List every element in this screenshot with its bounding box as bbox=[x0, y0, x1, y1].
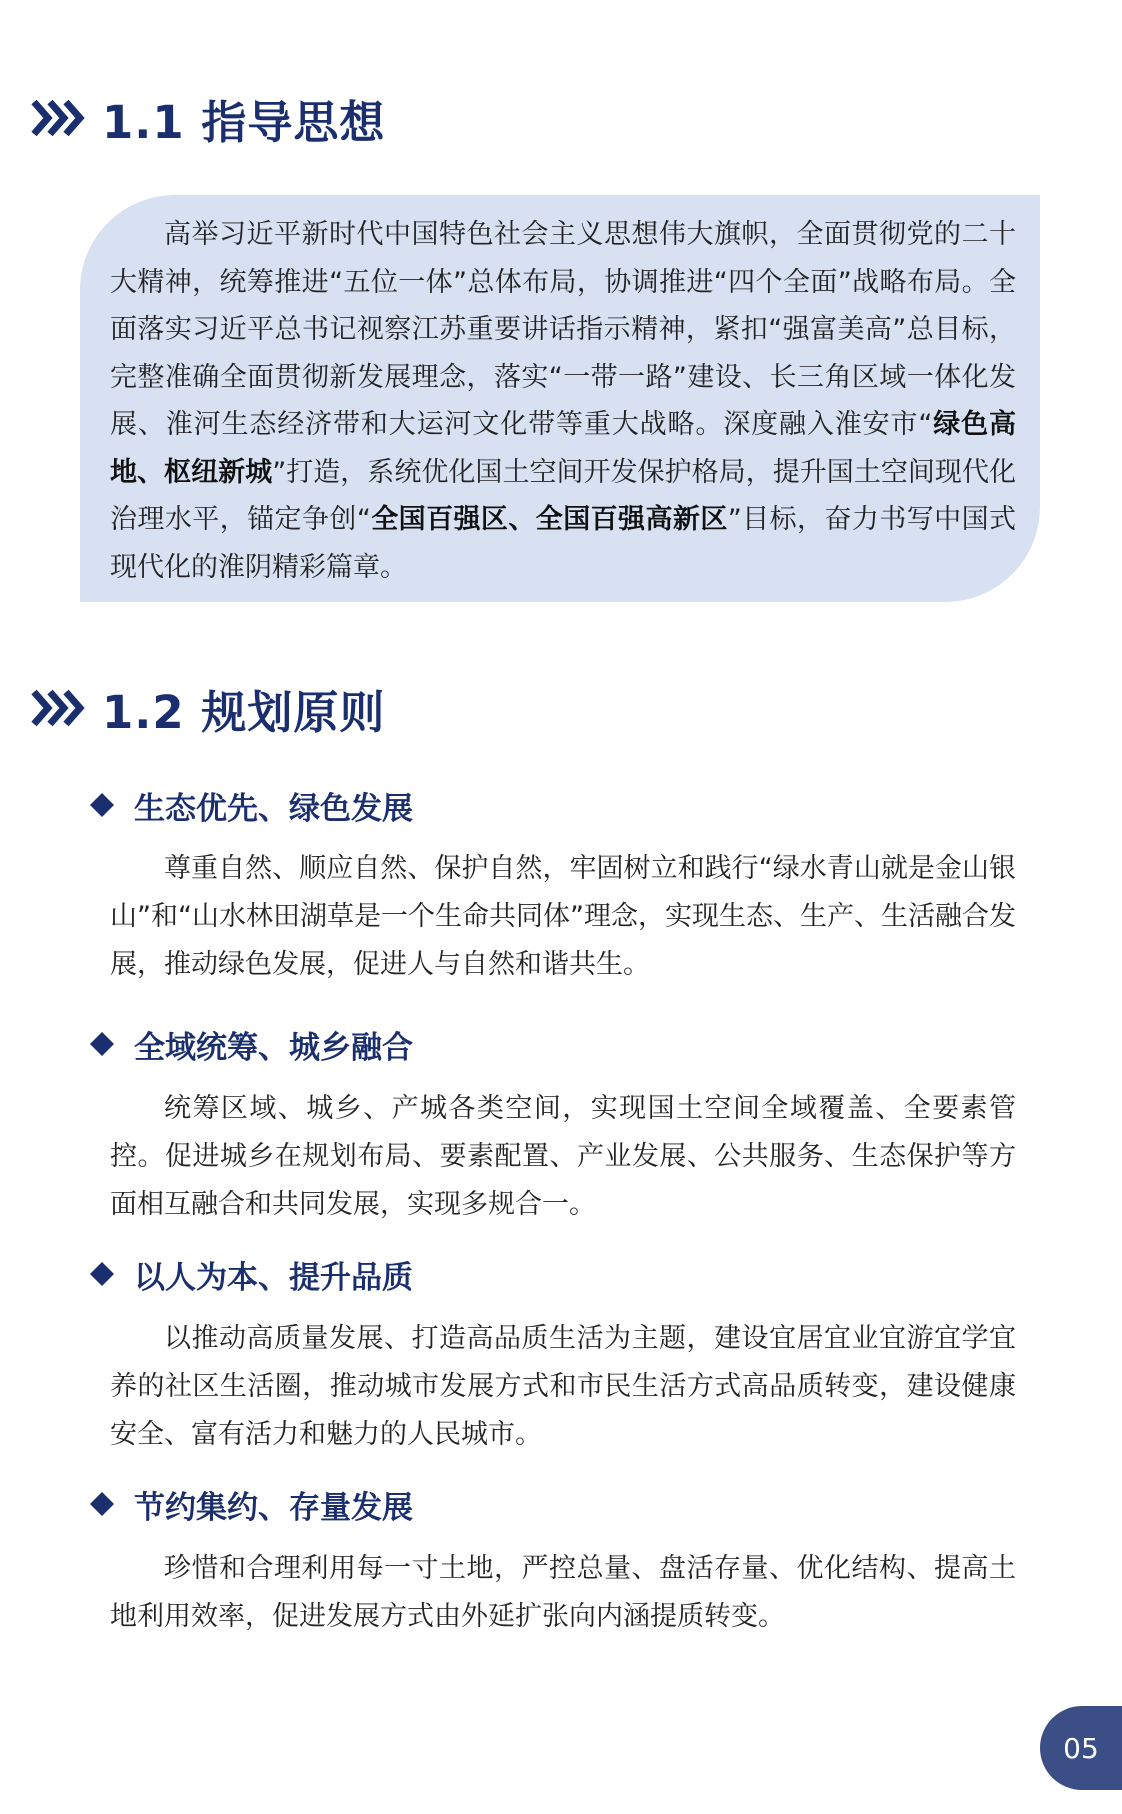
principle-heading bbox=[90, 783, 413, 827]
principle-title: 以人为本、提升品质 bbox=[134, 1259, 413, 1296]
section-heading-1-1 bbox=[30, 88, 385, 148]
principle-body: 统筹区域、城乡、产城各类空间，实现国土空间全域覆盖、全要素管控。促进城乡在规划布局、要素配置、产业发展、公共服务、生态保护等方面相互融合和共同发展，实现多规合一。 bbox=[110, 1093, 1016, 1220]
section-title: 1.1 指导思想 bbox=[102, 95, 386, 149]
principle-body: 以推动高质量发展、打造高品质生活为主题，建设宜居宜业宜游宜学宜养的社区生活圈，推动城市发展方式和市民生活方式高品质转变，建设健康安全、富有活力和魅力的人民城市。 bbox=[110, 1323, 1016, 1450]
page-number: 05 bbox=[1063, 1731, 1099, 1765]
section-title: 1.2 规划原则 bbox=[102, 685, 386, 739]
diamond-bullet-icon bbox=[90, 1032, 114, 1056]
page-number-badge bbox=[1040, 1706, 1122, 1790]
diamond-bullet-icon bbox=[90, 1492, 114, 1516]
double-chevron-right-icon bbox=[30, 98, 88, 138]
principle-title: 生态优先、绿色发展 bbox=[134, 790, 413, 827]
principle-title: 节约集约、存量发展 bbox=[134, 1489, 413, 1526]
intro-emphasis: 全国百强区、全国百强高新区 bbox=[370, 504, 728, 535]
diamond-bullet-icon bbox=[90, 1262, 114, 1286]
intro-paragraph bbox=[110, 211, 1016, 591]
principle-heading bbox=[90, 1022, 413, 1066]
intro-text-part: ”目标，奋力书写中国式现代化的淮阴精彩篇章。 bbox=[110, 504, 1016, 583]
principle-heading bbox=[90, 1482, 413, 1526]
intro-text-part: ”打造，系统优化国土空间开发保护格局，提升国土空间现代化治理水平，锚定争创“ bbox=[110, 456, 1016, 535]
intro-text-part: 高举习近平新时代中国特色社会主义思想伟大旗帜，全面贯彻党的二十大精神，统筹推进“五位一体”总体布局，协调推进“四个全面”战略布局。全面落实习近平总书记视察江苏重要讲话指示精神，紧扣“强富美高”总目标，完整准确全面贯彻新发展理念，落实“一带一路”建设、长三角区域一体化发展、淮河生态经济带和大运河文化带等重大战略。深度融入淮安市“ bbox=[110, 219, 1016, 440]
diamond-bullet-icon bbox=[90, 793, 114, 817]
double-chevron-right-icon bbox=[30, 688, 88, 728]
section-heading-1-2 bbox=[30, 678, 385, 738]
principle-body: 尊重自然、顺应自然、保护自然，牢固树立和践行“绿水青山就是金山银山”和“山水林田湖草是一个生命共同体”理念，实现生态、生产、生活融合发展，推动绿色发展，促进人与自然和谐共生。 bbox=[110, 853, 1016, 980]
principle-heading bbox=[90, 1252, 413, 1296]
principle-body: 珍惜和合理利用每一寸土地，严控总量、盘活存量、优化结构、提高土地利用效率，促进发展方式由外延扩张向内涵提质转变。 bbox=[110, 1553, 1016, 1632]
intro-emphasis: 绿色高地、枢纽新城 bbox=[110, 409, 1016, 488]
principle-title: 全域统筹、城乡融合 bbox=[134, 1029, 413, 1066]
